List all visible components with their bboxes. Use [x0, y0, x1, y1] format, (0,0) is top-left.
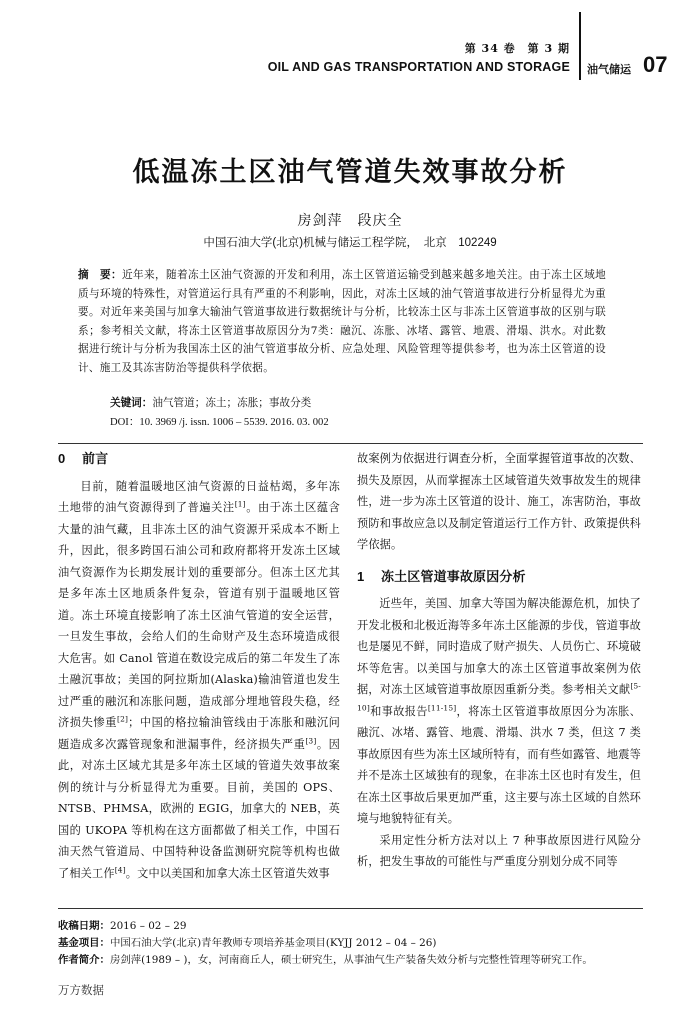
citation: [3] [305, 735, 317, 745]
citation: [5-10] [357, 681, 641, 712]
footnote-label: 基金项目： [58, 938, 110, 949]
divider-top [58, 443, 643, 444]
paper-title: 低温冻土区油气管道失效事故分析 [132, 157, 568, 188]
section-heading-1 [357, 566, 641, 588]
footnote-label: 作者简介： [58, 955, 110, 966]
divider-footnotes [58, 908, 643, 909]
abstract-text: 近年来，随着冻土区油气资源的开发和利用，冻土区管道运输受到越来越多地关注。由于冻土区域地质与环境的特殊性，对管道运行具有严重的不利影响，因此，对冻土区域的油气管道事故进行分析显得尤为重要。对近年来美国与加拿大输油气管道事故进行数据统计与分析，比较冻土区与非冻土区管道事故的区别与联系；参考相关文献，将冻土区管道事故原因分为7类：融沉、冻胀、冰堵、露管、地震、滑塌、洪水。对此数据进行统计与分析为我国冻土区的油气管道事故分析、应急处理、风险管理等提供参考，也为冻土区管道的设计、施工及其冻害防治等提供科学依据。 [78, 269, 606, 374]
section-heading-0 [58, 448, 340, 470]
header-divider [579, 12, 581, 80]
affiliation: 中国石油大学(北京)机械与储运工程学院， 北京 102249 [203, 237, 497, 249]
section1-paragraph-2: 采用定性分析方法对以上 7 种事故原因进行风险分析，把发生事故的可能性与严重度分别划分成不同等 [357, 833, 641, 868]
citation: [1] [234, 499, 246, 509]
section-number: 1 [357, 568, 365, 584]
journal-volume: 第 34 卷 第 3 期 [464, 42, 570, 55]
watermark: 万方数据 [58, 985, 104, 997]
citation: [2] [117, 714, 129, 724]
intro-paragraph: 目前，随着温暖地区油气资源的日益枯竭，多年冻土地带的油气资源得到了普遍关注[1]。由于冻土区蕴含大量的油气藏，且非冻土区的油气资源开采成本不断上升，因此，很多跨国石油公司和政府都将开发冻土区域油气资源作为长期发展计划的重要部分。但冻土区尤其是多年冻土区地质条件复杂，管道有别于温暖地区管道。冻土环境直接影响了冻土区油气管道的安全运营，一旦发生事故，会给人们的生命财产及生态环境造成很大危害。如 Canol 管道在数设完成后的第二年发生了冻土融沉事故；美国的阿拉斯加(Alaska)输油管道也发生过严重的融沉和冻胀问题，造成部分埋地管段失稳，经济损失惨重[2]；中国的格拉输油管线由于冻胀和融沉问题造成多次露管现象和泄漏事件，经济损失严重[3]。因此，对冻土区域尤其是多年冻土区域的管道失效事故案例的统计与分析显得尤为重要。目前，美国的 OPS、NTSB、PHMSA，欧洲的 EGIG，加拿大的 NEB，英国的 UKOPA 等机构在这方面都做了相关工作，中国石油天然气管道局、中国特种设备监测研究院等机构也做了相关工作[4]。文中以美国和加拿大冻土区管道失效事 [58, 479, 340, 880]
footnote-fund [58, 935, 643, 952]
doi: DOI：10. 3969 /j. issn. 1006 – 5539. 2016. 03. 002 [110, 417, 329, 428]
section1-paragraph-1: 近些年，美国、加拿大等国为解决能源危机，加快了开发北极和北极近海等多年冻土区能源的步伐，管道事故也是屡见不鲜，同时造成了财产损失、人员伤亡、环境破坏等危害。以美国与加拿大的冻土区管道事故案例为依据，对冻土区域管道事故原因重新分类。参考相关文献[5-10]和事故报告[11-15]，将冻土区管道事故原因分为冻胀、融沉、冰堵、露管、地震、滑塌、洪水 7 类，但这 7 类事故原因有些为冻土区域所特有，而有些如露管、地震等并不是冻土区域独有的现象，在非冻土区也时有发生，但在冻土区事故后果更加严重，这主要与冻土区域的自然环境与地貌特征有关。 [357, 597, 641, 825]
footnote-text: 中国石油大学(北京)青年教师专项培养基金项目(KYJJ 2012 – 04 – 26) [109, 937, 437, 949]
abstract-label: 摘 要： [78, 269, 123, 281]
citation: [4] [114, 864, 126, 874]
footnote-received [58, 918, 643, 935]
section-number: 0 [58, 451, 66, 466]
footnote-text: 房剑萍(1989 – )，女，河南商丘人，硕士研究生，从事油气生产装备失效分析与完整性管理等研究工作。 [109, 954, 593, 966]
citation: [11-15] [427, 702, 457, 712]
column-left [58, 451, 340, 884]
journal-name-en: OIL AND GAS TRANSPORTATION AND STORAGE [267, 60, 570, 74]
keywords [110, 395, 311, 410]
keywords-text: 油气管道；冻土；冻胀；事故分类 [152, 397, 312, 409]
journal-name-cn: 油气储运 [587, 64, 631, 76]
footnote-author [58, 952, 643, 969]
page-number: 07 [643, 52, 668, 77]
footnotes [58, 918, 643, 969]
footnote-label: 收稿日期： [58, 921, 110, 932]
authors: 房剑萍 段庆全 [297, 213, 403, 229]
footnote-text: 2016 – 02 – 29 [109, 920, 187, 932]
section-title: 前言 [82, 451, 109, 466]
section-title: 冻土区管道事故原因分析 [381, 568, 526, 584]
keywords-label: 关键词： [110, 397, 153, 409]
intro-paragraph-cont: 故案例为依据进行调查分析，全面掌握管道事故的次数、损失及原因，从而掌握冻土区域管道失效事故发生的规律性，进一步为冻土区管道的设计、施工，冻害防治，事故预防和事故应急以及制定管道运行工作方针、政策提供科学依据。 [357, 452, 641, 551]
abstract [78, 266, 606, 377]
column-right [357, 448, 641, 873]
